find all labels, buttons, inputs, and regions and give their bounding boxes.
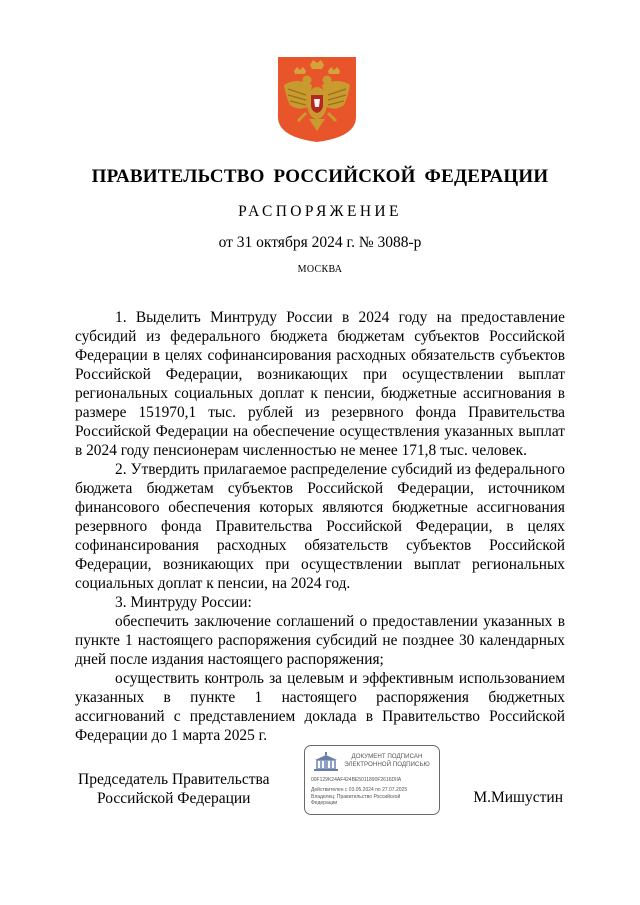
government-building-icon xyxy=(313,752,339,772)
signatory-name: М.Мишустин xyxy=(473,789,563,806)
document-type: РАСПОРЯЖЕНИЕ xyxy=(238,203,402,220)
coat-of-arms-icon xyxy=(276,55,358,144)
document-date-number: от 31 октября 2024 г. № 3088-р xyxy=(218,234,422,251)
stamp-title-line-1: ДОКУМЕНТ ПОДПИСАН xyxy=(351,753,423,760)
electronic-signature-stamp xyxy=(304,745,440,815)
paragraph-1: 1. Выделить Минтруду России в 2024 году на предоставление субсидий из федерального бюджета бюджетам субъектов Российской Федерации в целях софинансирования расходных обязательств субъектов Российской Федерации, возникающих при осуществлении выплат региональных социальных доплат к пенсии, бюджетные ассигнования в размере 151970,1 тыс. рублей из резервного фонда Правительства Российской Федерации на обеспечение осуществления указанных выплат в 2024 году пенсионерам численностью не менее 171,8 тыс. человек. xyxy=(75,309,565,459)
stamp-certificate: 00F129K24AF424BE5011890F2616DIIA xyxy=(311,777,402,783)
stamp-title xyxy=(341,753,433,768)
signatory-position-line-2: Российской Федерации xyxy=(97,790,251,807)
stamp-owner-line-1: Владелец: Правительство Российской xyxy=(311,794,401,800)
signatory-position-line-1: Председатель Правительства xyxy=(78,771,270,788)
stamp-validity: Действителен с 03.05.2024 по 27.07.2025 xyxy=(311,787,408,793)
paragraph-3: 3. Минтруду России: xyxy=(115,594,252,611)
paragraph-2: 2. Утвердить прилагаемое распределение субсидий из федерального бюджета бюджетам субъектов Российской Федерации, источником финансового обеспечения которых являются бюджетные ассигнования резервного фонда Правительства Российской Федерации, в целях софинансирования расходных обязательств субъектов Российской Федерации, возникающих при осуществлении выплат региональных социальных доплат к пенсии, на 2024 год. xyxy=(75,461,565,592)
stamp-owner-line-2: Федерации xyxy=(311,800,338,806)
paragraph-3-item-1: обеспечить заключение соглашений о предоставлении указанных в пункте 1 настоящего распоряжения субсидий не позднее 30 календарных дней после издания настоящего распоряжения; xyxy=(75,613,565,668)
document-body xyxy=(75,308,565,745)
stamp-title-line-2: ЭЛЕКТРОННОЙ ПОДПИСЬЮ xyxy=(344,760,430,768)
signatory-position xyxy=(78,770,270,808)
government-title: ПРАВИТЕЛЬСТВО РОССИЙСКОЙ ФЕДЕРАЦИИ xyxy=(91,166,549,187)
paragraph-3-item-2: осуществить контроль за целевым и эффективным использованием указанных в пункте 1 настоящего распоряжения бюджетных ассигнований с представлением доклада в Правительство Российской Федерации до 1 марта 2025 г. xyxy=(75,670,565,744)
document-city: МОСКВА xyxy=(297,264,343,275)
